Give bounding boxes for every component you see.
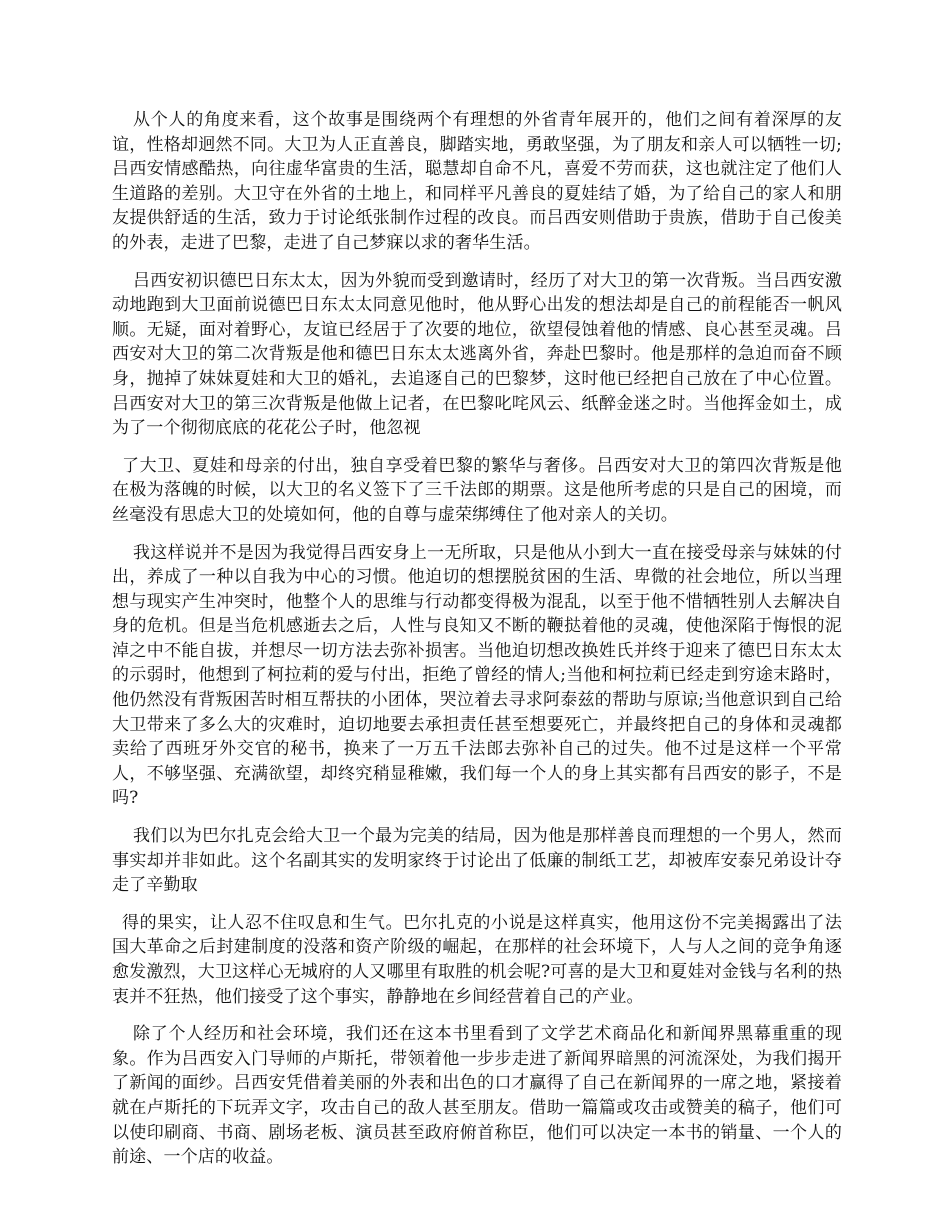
- paragraph-david-ending-continued: 得的果实，让人忍不住叹息和生气。巴尔扎克的小说是这样真实，他用这份不完美揭露出了法国大革命之后封建制度的没落和资产阶级的崛起，在那样的社会环境下，人与人之间的竞争角逐愈发激烈，大卫这样心无城府的人又哪里有取胜的机会呢?可喜的是大卫和夏娃对金钱与名利的热衷并不狂热，他们接受了这个事实，静静地在乡间经营着自己的产业。: [112, 912, 842, 1007]
- paragraph-lucien-character: 我这样说并不是因为我觉得吕西安身上一无所取，只是他从小到大一直在接受母亲与妹妹的付出，养成了一种以自我为中心的习惯。他迫切的想摆脱贫困的生活、卑微的社会地位，所以当理想与现实产生冲突时，他整个人的思维与行动都变得极为混乱，以至于他不惜牺牲别人去解决自身的危机。但是当危机感逝去之后，人性与良知又不断的鞭挞着他的灵魂，使他深陷于悔恨的泥淖之中不能自拔，并想尽一切方法去弥补损害。当他迫切想改换姓氏并终于迎来了德巴日东太太的示弱时，他想到了柯拉莉的爱与付出，拒绝了曾经的情人;当他和柯拉莉已经走到穷途末路时，他仍然没有背叛困苦时相互帮扶的小团体，哭泣着去寻求阿泰兹的帮助与原谅;当他意识到自己给大卫带来了多么大的灾难时，迫切地要去承担责任甚至想要死亡，并最终把自己的身体和灵魂都卖给了西班牙外交官的秘书，换来了一万五千法郎去弥补自己的过失。他不过是这样一个平常人，不够坚强、充满欲望，却终究稍显稚嫩，我们每一个人的身上其实都有吕西安的影子，不是吗?: [112, 542, 842, 809]
- document-body: [112, 108, 842, 1183]
- paragraph-personal-perspective: 从个人的角度来看，这个故事是围绕两个有理想的外省青年展开的，他们之间有着深厚的友谊，性格却迥然不同。大卫为人正直善良，脚踏实地，勇敢坚强，为了朋友和亲人可以牺牲一切;吕西安情感酷热，向往虚华富贵的生活，聪慧却自命不凡，喜爱不劳而获，这也就注定了他们人生道路的差别。大卫守在外省的土地上，和同样平凡善良的夏娃结了婚，为了给自己的家人和朋友提供舒适的生活，致力于讨论纸张制作过程的改良。而吕西安则借助于贵族，借助于自己俊美的外表，走进了巴黎，走进了自己梦寐以求的奢华生活。: [112, 110, 842, 253]
- paragraph-betrayals-continued: 了大卫、夏娃和母亲的付出，独自享受着巴黎的繁华与奢侈。吕西安对大卫的第四次背叛是他在极为落魄的时候，以大卫的名义签下了三千法郎的期票。这是他所考虑的只是自己的困境，而丝毫没有思虑大卫的处境如何，他的自尊与虚荣绑缚住了他对亲人的关切。: [112, 455, 842, 525]
- paragraph-journalism: 除了个人经历和社会环境，我们还在这本书里看到了文学艺术商品化和新闻界黑幕重重的现象。作为吕西安入门导师的卢斯托，带领着他一步步走进了新闻界暗黑的河流深处，为我们揭开了新闻的面纱。吕西安凭借着美丽的外表和出色的口才赢得了自己在新闻界的一席之地，紧接着就在卢斯托的下玩弄文字，攻击自己的敌人甚至朋友。借助一篇篇或攻击或赞美的稿子，他们可以使印刷商、书商、剧场老板、演员甚至政府俯首称臣，他们可以决定一本书的销量、一个人的前途、一个店的收益。: [112, 1024, 842, 1168]
- paragraph-betrayals: 吕西安初识德巴日东太太，因为外貌而受到邀请时，经历了对大卫的第一次背叛。当吕西安激动地跑到大卫面前说德巴日东太太同意见他时，他从野心出发的想法却是自己的前程能否一帆风顺。无疑，面对着野心，友谊已经居于了次要的地位，欲望侵蚀着他的情感、良心甚至灵魂。吕西安对大卫的第二次背叛是他和德巴日东太太逃离外省，奔赴巴黎时。他是那样的急迫而奋不顾身，抛掉了妹妹夏娃和大卫的婚礼，去追逐自己的巴黎梦，这时他已经把自己放在了中心位置。吕西安对大卫的第三次背叛是他做上记者，在巴黎叱咤风云、纸醉金迷之时。当他挥金如土，成为了一个彻彻底底的花花公子时，他忽视: [112, 270, 842, 439]
- paragraph-david-ending: 我们以为巴尔扎克会给大卫一个最为完美的结局，因为他是那样善良而理想的一个男人，然而事实却并非如此。这个名副其实的发明家终于讨论出了低廉的制纸工艺，却被库安泰兄弟设计夺走了辛勤取: [112, 826, 842, 896]
